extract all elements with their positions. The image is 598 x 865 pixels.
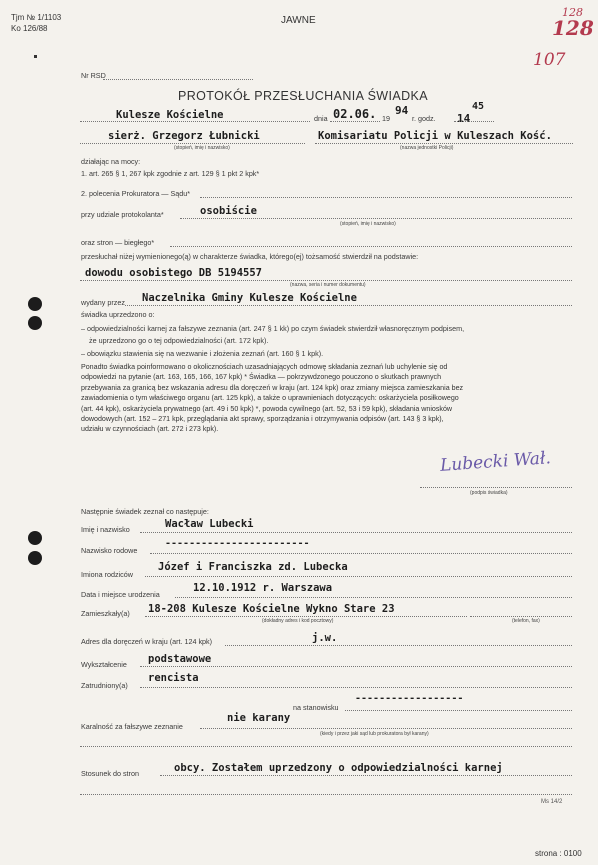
parents-value: Józef i Franciszka zd. Lubecka [158,561,348,573]
hour-value: 14 [457,112,471,125]
protocol-keeper-value: osobiście [200,205,257,217]
witness-signature: Lubecki Wał. [439,448,552,476]
legal-basis-label: działając na mocy: [81,157,141,166]
rule-line [80,280,572,281]
rule-line [145,576,572,577]
rule-line [175,597,572,598]
parties-label: oraz stron — biegłego* [81,238,155,247]
warned-label: świadka uprzedzono o: [81,310,155,319]
handwritten-page-number: 128 [562,6,583,19]
name-label: Imię i nazwisko [81,525,130,534]
document-value: dowodu osobistego DB 5194557 [85,267,263,279]
name-value: Wacław Lubecki [165,518,254,530]
rule-line [420,487,572,488]
document-title: PROTOKÓŁ PRZESŁUCHANIA ŚWIADKA [178,89,429,103]
birth-value: 12.10.1912 r. Warszawa [193,582,333,594]
instructions-paragraph [81,362,463,435]
rule-line [160,775,572,776]
legal-basis-2: 2. polecenia Prokuratora — Sądu* [81,189,191,198]
education-label: Wykształcenie [81,660,127,669]
date-value: 02.06. [333,107,377,121]
employment-label: Zatrudniony(a) [81,681,128,690]
paragraph-line: (art. 44 kpk), oskarżyciela prywatnego (art. 49 i 50 kpk) *, powoda cywilnego (art. 52, 53 i 59 kpk), składania wniosków [81,404,453,413]
rule-line [80,794,572,795]
criminal-caption: (kiedy i przez jaki sąd lub prokuratora był karany) [320,731,429,737]
warning-2: – obowiązku stawienia się na wezwanie i złożenia zeznań (art. 160 § 1 kpk). [81,349,324,358]
handwritten-page-number: 128 [552,16,594,40]
legal-basis-1: 1. art. 265 § 1, 267 kpk zgodnie z art. 129 § 1 pkt 2 kpk* [81,169,260,178]
relation-value: obcy. Zostałem uprzedzony o odpowiedzialności karnej [174,762,503,774]
classification-label: JAWNE [281,15,316,26]
rule-line [80,143,305,144]
employment-value: rencista [148,672,199,684]
protocol-keeper-label: przy udziale protokolanta* [81,210,164,219]
family-name-value: ------------------------ [165,538,310,549]
rule-line [454,121,494,122]
paragraph-line: przebywania za granicą bez wskazania adresu dla doręczeń w kraju (art. 124 kpk) oraz zmiany miejsca zamieszkania bez [81,383,464,392]
family-name-label: Nazwisko rodowe [81,546,138,555]
rule-line [103,79,253,80]
document-caption: (nazwa, seria i numer dokumentu) [290,282,366,288]
education-value: podstawowe [148,653,212,665]
paragraph-line: zawiadomienia o tym właściwego organu (art. 125 kpk), a także o uprawnieniach dotyczących: oskarżyciela posiłkowego [81,394,459,403]
parents-label: Imiona rodziców [81,570,133,579]
paragraph-line: dowodowych (art. 152 – 271 kpk, przeglądania akt sprawy, sporządzania i otrzymywania odpisów (art. 143 § 3 kpk), [81,415,444,424]
reference-number: Tjm № 1/1103 [11,13,62,22]
rule-line [170,246,572,247]
nr-rsd-label: Nr RSD [81,71,106,80]
unit-value: Komisariatu Policji w Kuleszach Kość. [318,130,552,142]
handwritten-page-number: 107 [533,50,566,70]
delivery-value: j.w. [312,632,338,644]
year-prefix: 19 [382,114,390,123]
punch-hole [28,297,42,311]
rule-line [345,710,572,711]
warning-1b: że uprzedzono go o tej odpowiedzialności (art. 172 kpk). [89,336,269,345]
rule-line [150,553,572,554]
year-suffix: 94 [395,104,409,117]
officer-value: sierż. Grzegorz Łubnicki [108,130,260,142]
rule-line [145,616,467,617]
paragraph-line: Ponadto świadka poinformowano o okolicznościach uzasadniających odmowę składania zeznań lub uchylenie się od [81,363,448,371]
signature-caption: (podpis świadka) [470,490,508,496]
issued-label: wydany przez [81,298,125,307]
rule-line [315,143,573,144]
rule-line [140,666,572,667]
rule-line [125,305,572,306]
rule-line [200,197,572,198]
year-label: r. godz. [412,114,436,123]
case-number: Ko 126/88 [11,24,48,33]
rule-line [225,645,572,646]
paragraph-line: udziału w czynnościach (art. 272 i 273 kpk). [81,425,219,434]
paragraph-line: odpowiedzi na pytanie (art. 163, 165, 166, 167 kpk) * Świadka — pokrzywdzonego pouczono o skutkach prawnych [81,373,442,382]
rule-line [80,121,310,122]
punch-hole [28,551,42,565]
witness-intro: Następnie świadek zeznał co następuje: [81,507,209,516]
address-label: Zamieszkały(a) [81,609,130,618]
criminal-value: nie karany [227,712,291,724]
position-value: ------------------ [355,693,464,704]
phone-caption: (telefon, fax) [512,618,540,624]
minutes-value: 45 [472,101,485,112]
place-value: Kulesze Kościelne [116,109,224,121]
identity-line: przesłuchał niżej wymienionego(ą) w charakterze świadka, którego(ej) tożsamość stwierdził na podstawie: [81,252,419,261]
rule-line [180,218,572,219]
address-value: 18-208 Kulesze Kościelne Wykno Stare 23 [148,603,395,615]
page-footer: strona : 0100 [535,849,582,858]
punch-hole [28,531,42,545]
relation-label: Stosunek do stron [81,769,139,778]
protocol-keeper-caption: (stopień, imię i nazwisko) [340,221,396,227]
criminal-label: Karalność za fałszywe zeznanie [81,722,183,731]
address-caption: (dokładny adres i kod pocztowy) [262,618,334,624]
punch-hole [28,316,42,330]
birth-label: Data i miejsce urodzenia [81,590,160,599]
form-code: Ms 14/2 [541,799,563,805]
rule-line [470,616,572,617]
rule-line [80,746,572,747]
rule-line [140,532,572,533]
margin-mark [34,55,37,58]
officer-caption: (stopień, imię i nazwisko) [174,145,230,151]
rule-line [330,121,380,122]
warning-1a: – odpowiedzialności karnej za fałszywe zeznania (art. 247 § 1 kk) po czym świadek stwierdził własnoręcznym podpisem, [81,324,465,333]
rule-line [200,728,572,729]
date-label: dnia [314,114,328,123]
delivery-label: Adres dla doręczeń w kraju (art. 124 kpk) [81,637,213,646]
position-label: na stanowisku [293,703,339,712]
issued-value: Naczelnika Gminy Kulesze Kościelne [142,292,357,304]
unit-caption: (nazwa jednostki Policji) [400,145,454,151]
rule-line [140,687,572,688]
